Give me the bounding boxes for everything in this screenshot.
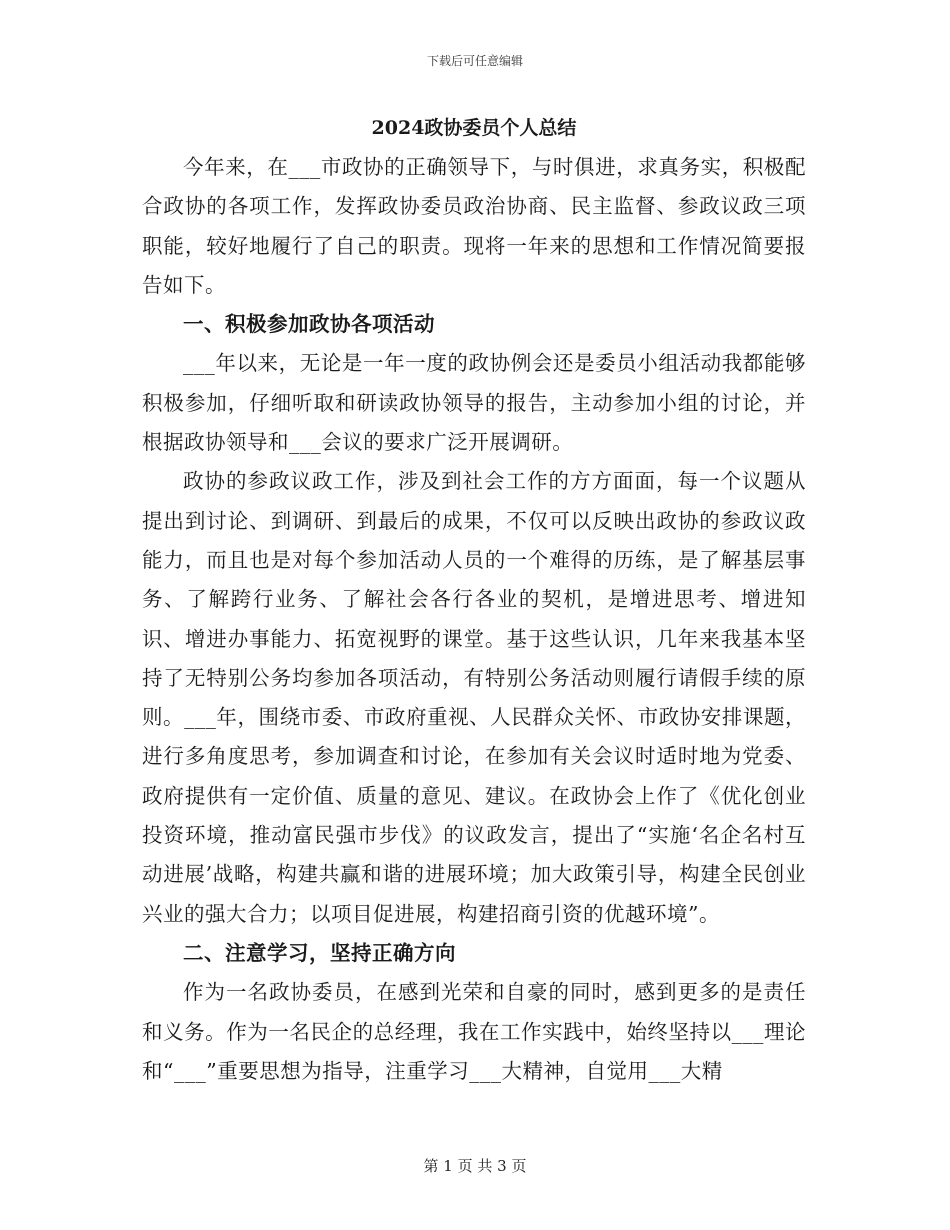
page-header-note: 下载后可任意编辑 <box>426 54 523 68</box>
document-body <box>142 112 806 1091</box>
intro-paragraph: 今年来，在___市政协的正确领导下，与时俱进，求真务实，积极配合政协的各项工作，发挥政协委员政治协商、民主监督、参政议政三项职能，较好地履行了自己的职责。现将一年来的思想和工作情况简要报告如下。 <box>142 155 806 297</box>
section-2-paragraph-1: 作为一名政协委员，在感到光荣和自豪的同时，感到更多的是责任和义务。作为一名民企的总经理，我在工作实践中，始终坚持以___理论和“___”重要思想为指导，注重学习___大精神，自觉用___大精 <box>142 980 806 1083</box>
document-title: 2024政协委员个人总结 <box>371 117 577 139</box>
section-1-paragraph-2: 政协的参政议政工作，涉及到社会工作的方方面面，每一个议题从提出到讨论、到调研、到最后的成果，不仅可以反映出政协的参政议政能力，而且也是对每个参加活动人员的一个难得的历练，是了解基层事务、了解跨行业务、了解社会各行各业的契机，是增进思考、增进知识、增进办事能力、拓宽视野的课堂。基于这些认识，几年来我基本坚持了无特别公务均参加各项活动，有特别公务活动则履行请假手续的原则。___年，围绕市委、市政府重视、人民群众关怀、市政协安排课题，进行多角度思考，参加调查和讨论，在参加有关会议时适时地为党委、政府提供有一定价值、质量的意见、建议。在政协会上作了《优化创业投资环境，推动富民强市步伐》的议政发言，提出了“实施‘名企名村互动进展’战略，构建共赢和谐的进展环境；加大政策引导，构建全民创业兴业的强大合力；以项目促进展，构建招商引资的优越环境”。 <box>142 469 806 926</box>
section-1-paragraph-1: ___年以来，无论是一年一度的政协例会还是委员小组活动我都能够积极参加，仔细听取和研读政协领导的报告，主动参加小组的讨论，并根据政协领导和___会议的要求广泛开展调研。 <box>142 351 806 455</box>
section-2-heading: 二、注意学习，坚持正确方向 <box>183 940 456 965</box>
section-1-heading: 一、积极参加政协各项活动 <box>183 312 435 337</box>
page-number: 第 1 页 共 3 页 <box>423 1157 527 1175</box>
